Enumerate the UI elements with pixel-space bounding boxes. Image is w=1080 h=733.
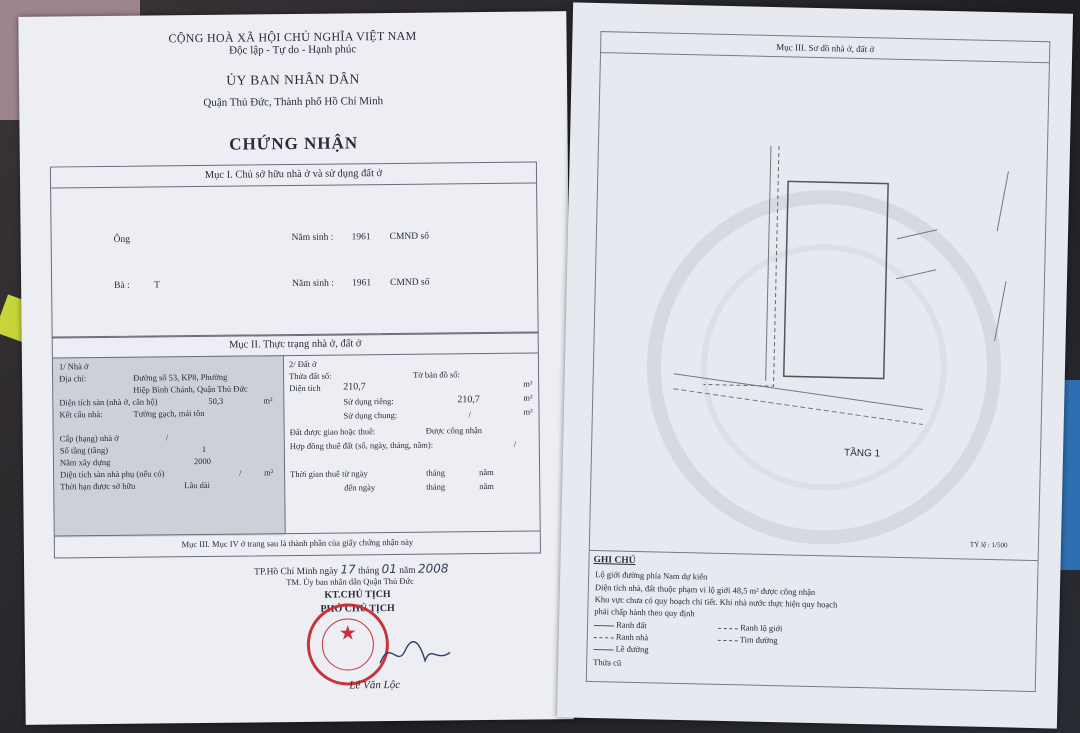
committee-name: ỦY BAN NHÂN DÂN bbox=[226, 71, 360, 88]
house-grade-label: Cấp (hạng) nhà ở bbox=[59, 432, 119, 444]
ownership-label: Thời hạn được sở hữu bbox=[60, 480, 136, 492]
certificate-left-page bbox=[18, 11, 573, 725]
site-plan-drawing bbox=[590, 32, 1050, 560]
house-year-value: 2000 bbox=[193, 455, 212, 467]
shared-use-value: / bbox=[468, 409, 471, 420]
map-sheet-label: Tờ bản đồ số: bbox=[413, 369, 460, 380]
ownership-value: Lâu dài bbox=[184, 479, 211, 491]
land-area-unit: m² bbox=[523, 378, 533, 389]
shared-use-unit: m² bbox=[523, 406, 533, 417]
aux-area-unit: m² bbox=[264, 467, 274, 478]
kt-chairman: KT.CHỦ TỊCH bbox=[324, 589, 391, 601]
section-owner bbox=[50, 161, 539, 338]
house-area-unit: m² bbox=[263, 395, 273, 406]
section-property bbox=[52, 331, 541, 558]
owner2-birth-label: Năm sinh : bbox=[292, 278, 334, 290]
lease-to-year: năm bbox=[479, 480, 494, 492]
house-address-label: Địa chỉ: bbox=[59, 373, 87, 384]
house-area-label: Diện tích sàn (nhà ở, căn hộ) bbox=[59, 396, 158, 408]
legend-curb: Lề đường bbox=[593, 643, 648, 654]
district-name: Quận Thủ Đức, Thành phố Hồ Chí Minh bbox=[203, 95, 384, 109]
house-address-line1: Đường số 53, KP8, Phường bbox=[133, 371, 228, 383]
owner1-id-label: CMND số bbox=[389, 231, 430, 243]
owner2-id-label: CMND số bbox=[390, 277, 430, 289]
national-motto: Độc lập - Tự do - Hạnh phúc bbox=[229, 43, 357, 57]
house-year-label: Năm xây dựng bbox=[59, 456, 111, 468]
legend-road-center: Tim đường bbox=[718, 634, 778, 645]
lease-contract-label: Hợp đồng thuê đất (số, ngày, tháng, năm): bbox=[289, 439, 434, 452]
owner2-label: Bà : bbox=[114, 280, 130, 291]
house-address-line2: Hiệp Bình Chánh, Quận Thủ Đức bbox=[133, 383, 248, 395]
vice-chairman: PHÓ CHỦ TỊCH bbox=[320, 602, 395, 615]
house-structure-value: Tường gạch, mái tôn bbox=[133, 407, 205, 419]
owner2-birth: 1961 bbox=[352, 278, 372, 289]
signer-name: Lê Văn Lộc bbox=[349, 678, 401, 692]
note-area: Diện tích nhà, đất thuộc phạm vi lộ giới 48,5 m² được công nhận bbox=[594, 582, 816, 598]
certificate-title: CHỨNG NHẬN bbox=[229, 133, 359, 154]
signature bbox=[375, 632, 455, 673]
allocation-value: Được công nhận bbox=[425, 425, 483, 436]
site-plan-frame bbox=[589, 31, 1051, 561]
lease-from-label: Thời gian thuê từ ngày bbox=[290, 468, 368, 480]
site-plan-title: Mục III. Sơ đồ nhà ở, đất ở bbox=[776, 42, 875, 55]
country-name: CỘNG HOÀ XÃ HỘI CHỦ NGHĨA VIỆT NAM bbox=[168, 28, 417, 46]
section3-note: Mục III. Mục IV ở trang sau là thành phần của giấy chứng nhận này bbox=[181, 536, 414, 550]
land-area-value: 210,7 bbox=[343, 381, 366, 393]
note-comply: phải chấp hành theo quy định bbox=[594, 606, 695, 619]
house-area-value: 50,3 bbox=[208, 395, 224, 406]
owner1-label: Ông bbox=[113, 234, 131, 245]
official-red-stamp: ★ bbox=[306, 603, 389, 686]
shared-use-label: Sử dụng chung: bbox=[343, 409, 398, 421]
notes-title: GHI CHÚ bbox=[593, 555, 636, 566]
land-heading: 2/ Đất ở bbox=[288, 358, 317, 370]
parcel-label: Thửa đất số: bbox=[289, 370, 332, 382]
floor-label: TẦNG 1 bbox=[843, 447, 881, 460]
lease-to-label: đến ngày bbox=[344, 482, 376, 493]
section-property-title: Mục II. Thực trạng nhà ở, đất ở bbox=[229, 338, 362, 351]
notes-legend bbox=[586, 551, 1039, 692]
scale-label: TỶ lệ : 1/500 bbox=[969, 540, 1008, 550]
land-area-label: Diện tích bbox=[289, 382, 321, 394]
legend-land-boundary: Ranh đất bbox=[594, 619, 647, 630]
house-heading: 1/ Nhà ở bbox=[58, 361, 89, 372]
lease-from-month: tháng bbox=[426, 467, 446, 478]
house-floors-value: 1 bbox=[201, 443, 207, 454]
aux-area-label: Diện tích sàn nhà phụ (nếu có) bbox=[60, 468, 165, 480]
house-structure-label: Kết cấu nhà: bbox=[59, 409, 103, 420]
note-planning: Khu vực chưa có quy hoạch chi tiết. Khi nhà nước thực hiện quy hoạch bbox=[594, 594, 838, 610]
certificate-right-page bbox=[557, 2, 1073, 728]
lease-contract-value: / bbox=[513, 438, 517, 449]
owner1-birth-label: Năm sinh : bbox=[291, 232, 334, 244]
note-road-boundary: Lộ giới đường phía Nam dự kiến bbox=[595, 569, 708, 582]
on-behalf-text: TM. Ủy ban nhân dân Quận Thủ Đức bbox=[286, 575, 414, 588]
owner1-birth: 1961 bbox=[351, 232, 371, 243]
lease-to-month: tháng bbox=[426, 481, 446, 492]
private-use-value: 210,7 bbox=[457, 394, 480, 406]
allocation-label: Đất được giao hoặc thuê: bbox=[289, 426, 376, 438]
aux-area-value: / bbox=[239, 467, 242, 478]
private-use-label: Sử dụng riêng: bbox=[343, 395, 394, 407]
private-use-unit: m² bbox=[523, 392, 533, 403]
legend-road-boundary: Ranh lộ giới bbox=[718, 622, 783, 633]
owner2-name: T bbox=[154, 280, 160, 291]
lease-from-year: năm bbox=[479, 466, 494, 478]
signing-place-date: TP.Hồ Chí Minh ngày 17 tháng 01 năm 2008 bbox=[254, 561, 449, 578]
house-floors-label: Số tầng (tầng) bbox=[59, 444, 109, 456]
legend-old-parcel: Thửa cũ bbox=[593, 657, 622, 668]
legend-house-boundary: Ranh nhà bbox=[594, 631, 649, 642]
section-owner-title: Mục I. Chủ sở hữu nhà ở và sử dụng đất ở bbox=[204, 168, 383, 181]
house-grade-value: / bbox=[165, 432, 169, 443]
